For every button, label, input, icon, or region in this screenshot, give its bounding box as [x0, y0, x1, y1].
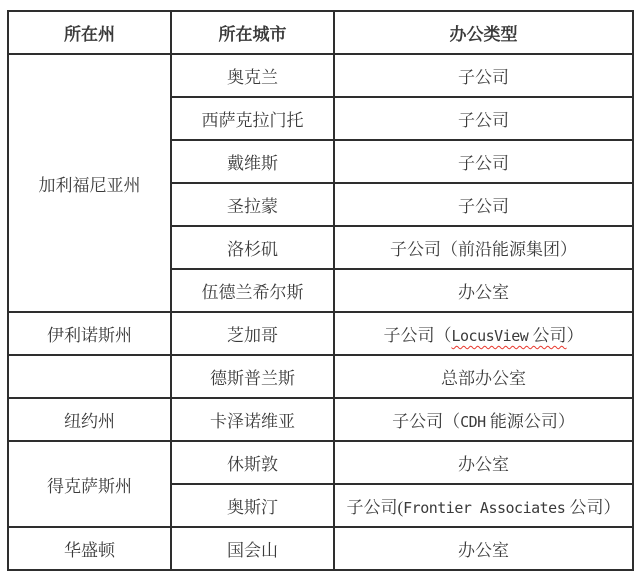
city-cell: 伍德兰希尔斯: [171, 269, 334, 312]
office-type-cell: 办公室: [334, 441, 633, 484]
city-cell: 芝加哥: [171, 312, 334, 355]
office-type-text: 子公司(: [346, 498, 404, 517]
header-office-type: 办公类型: [334, 11, 633, 54]
office-type-text: 子公司（: [392, 412, 461, 431]
city-cell: 休斯敦: [171, 441, 334, 484]
office-type-cell: 子公司: [334, 140, 633, 183]
office-type-text: 子公司（: [383, 326, 452, 345]
city-cell: 圣拉蒙: [171, 183, 334, 226]
latin-company-name: Frontier Associates: [403, 499, 566, 517]
state-cell: 得克萨斯州: [8, 441, 171, 527]
header-state: 所在州: [8, 11, 171, 54]
header-row: [8, 11, 633, 54]
office-type-text: ）: [566, 326, 584, 345]
table-row: [8, 355, 633, 398]
table-row: [8, 54, 633, 97]
office-type-cell: 子公司: [334, 183, 633, 226]
latin-company-name: LocusView: [451, 327, 529, 345]
city-cell: 西萨克拉门托: [171, 97, 334, 140]
latin-company-name: CDH: [460, 413, 486, 431]
table-row: [8, 527, 633, 570]
city-cell: 洛杉矶: [171, 226, 334, 269]
state-cell: 纽约州: [8, 398, 171, 441]
office-type-text: 能源公司）: [485, 412, 575, 431]
office-type-cell: 总部办公室: [334, 355, 633, 398]
office-locations-table: [7, 10, 634, 571]
office-type-cell: [334, 398, 633, 441]
office-type-cell: 子公司: [334, 54, 633, 97]
spellcheck-underline: [451, 326, 566, 345]
table-row: [8, 312, 633, 355]
state-cell: 加利福尼亚州: [8, 54, 171, 312]
office-type-text: 公司）: [565, 498, 621, 517]
office-type-cell: [334, 484, 633, 527]
office-type-text: 公司: [528, 326, 567, 345]
table-row: [8, 398, 633, 441]
state-cell: 华盛顿: [8, 527, 171, 570]
city-cell: 奥克兰: [171, 54, 334, 97]
office-type-cell: 办公室: [334, 269, 633, 312]
city-cell: 卡泽诺维亚: [171, 398, 334, 441]
table-row: [8, 441, 633, 484]
city-cell: 奥斯汀: [171, 484, 334, 527]
state-cell: [8, 355, 171, 398]
office-type-cell: 办公室: [334, 527, 633, 570]
city-cell: 戴维斯: [171, 140, 334, 183]
header-city: 所在城市: [171, 11, 334, 54]
state-cell: 伊利诺斯州: [8, 312, 171, 355]
city-cell: 德斯普兰斯: [171, 355, 334, 398]
office-type-cell: 子公司（前沿能源集团）: [334, 226, 633, 269]
office-type-cell: 子公司: [334, 97, 633, 140]
city-cell: 国会山: [171, 527, 334, 570]
office-type-cell: [334, 312, 633, 355]
